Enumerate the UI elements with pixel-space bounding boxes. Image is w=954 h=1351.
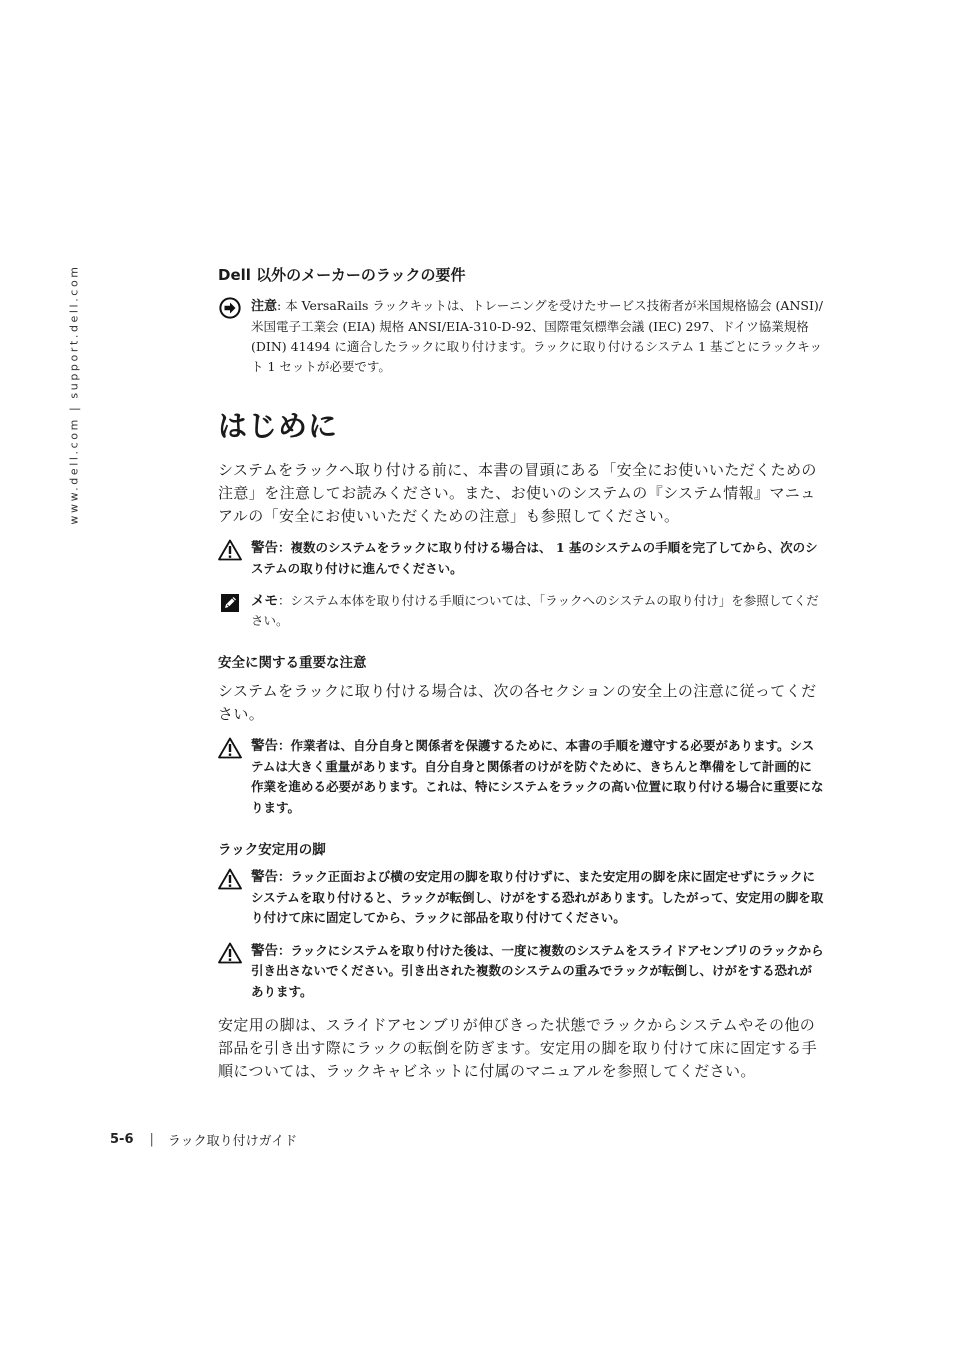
warning-label: 警告: [251, 942, 278, 959]
memo-pencil-icon: [218, 592, 242, 614]
side-url: [62, 263, 86, 525]
page-content: [218, 264, 824, 1093]
intro-paragraph: システムをラックへ取り付ける前に、本書の冒頭にある「安全にお使いいただくための注意」を注意してお読みください。また、お使いのシステムの『システム情報』マニュアルの「安全にお使いいただくための注意」も参照してください。: [218, 461, 817, 525]
memo-label: メモ: [251, 593, 278, 609]
section-heading-rack-requirements: Dell 以外のメーカーのラックの要件: [218, 266, 466, 284]
footer-separator: |: [149, 1132, 154, 1147]
section-heading-safety: 安全に関する重要な注意: [218, 655, 367, 671]
warning-label: 警告: [251, 869, 278, 885]
warning-triangle-icon: [218, 868, 242, 890]
warning-triangle-icon: [218, 942, 242, 964]
arrow-right-circle-icon: [218, 297, 242, 319]
notice-text: : 本 VersaRails ラックキットは、トレーニングを受けたサービス技術者が米国規格協会 (ANSI)/ 米国電子工業会 (EIA) 規格 ANSI/EIA-310-D-92、国際電気標準会議 (IEC) 297、ドイツ協業規格 (DIN) 41494 に適合したラックに取り付けます。ラックに取り付けるシステム 1 基ごとにラックキット 1 セットが必要です。: [251, 298, 823, 374]
warning-text: ：複数のシステムをラックに取り付ける場合は、 1 基のシステムの手順を完了してから、次のシステムの取り付けに進んでください。: [251, 540, 818, 576]
warning-label: 警告: [251, 738, 278, 754]
notice-label: 注意: [251, 299, 278, 314]
warning-text: ：ラック正面および横の安定用の脚を取り付けずに、また安定用の脚を床に固定せずにラックにシステムを取り付けると、ラックが転倒し、けがをする恐れがあります。したがって、安定用の脚を取り付けて床に固定してから、ラックに部品を取り付けてください。: [251, 869, 824, 925]
warning-safety: [218, 736, 824, 818]
document-title: ラック取り付けガイド: [167, 1134, 298, 1149]
page-footer: [110, 1130, 297, 1149]
warning-slide-assembly: [218, 941, 824, 1003]
notice-versarails: [218, 296, 824, 377]
page-title: はじめに: [218, 409, 339, 443]
warning-triangle-icon: [218, 737, 242, 759]
page-number: 5-6: [110, 1132, 134, 1147]
warning-label: 警告: [251, 540, 278, 556]
warning-triangle-icon: [218, 539, 242, 561]
warning-multiple-systems: [218, 538, 824, 579]
side-url-text: www.dell.com | support.dell.com: [67, 263, 81, 525]
legs-paragraph: 安定用の脚は、スライドアセンブリが伸びきった状態でラックからシステムやその他の部品を引き出す際にラックの転倒を防ぎます。安定用の脚を取り付けて床に固定する手順については、ラックキャビネットに付属のマニュアルを参照してください。: [218, 1016, 818, 1080]
warning-stabilizer-legs: [218, 867, 824, 929]
memo-text: ：システム本体を取り付ける手順については、「ラックへのシステムの取り付け」を参照してください。: [251, 593, 819, 628]
safety-paragraph: システムをラックに取り付ける場合は、次の各セクションの安全上の注意に従ってください。: [218, 682, 817, 723]
memo-install-procedure: [218, 591, 824, 631]
warning-text: ：作業者は、自分自身と関係者を保護するために、本書の手順を遵守する必要があります。システムは大きく重量があります。自分自身と関係者のけがを防ぐために、きちんと準備をして計画的に作業を進める必要があります。これは、特にシステムをラックの高い位置に取り付ける場合に重要になります。: [251, 738, 824, 815]
section-heading-stabilizer-legs: ラック安定用の脚: [218, 842, 326, 858]
warning-text: ：ラックにシステムを取り付けた後は、一度に複数のシステムをスライドアセンブリのラックから引き出さないでください。引き出された複数のシステムの重みでラックが転倒し、けがをする恐れがあります。: [251, 942, 824, 999]
